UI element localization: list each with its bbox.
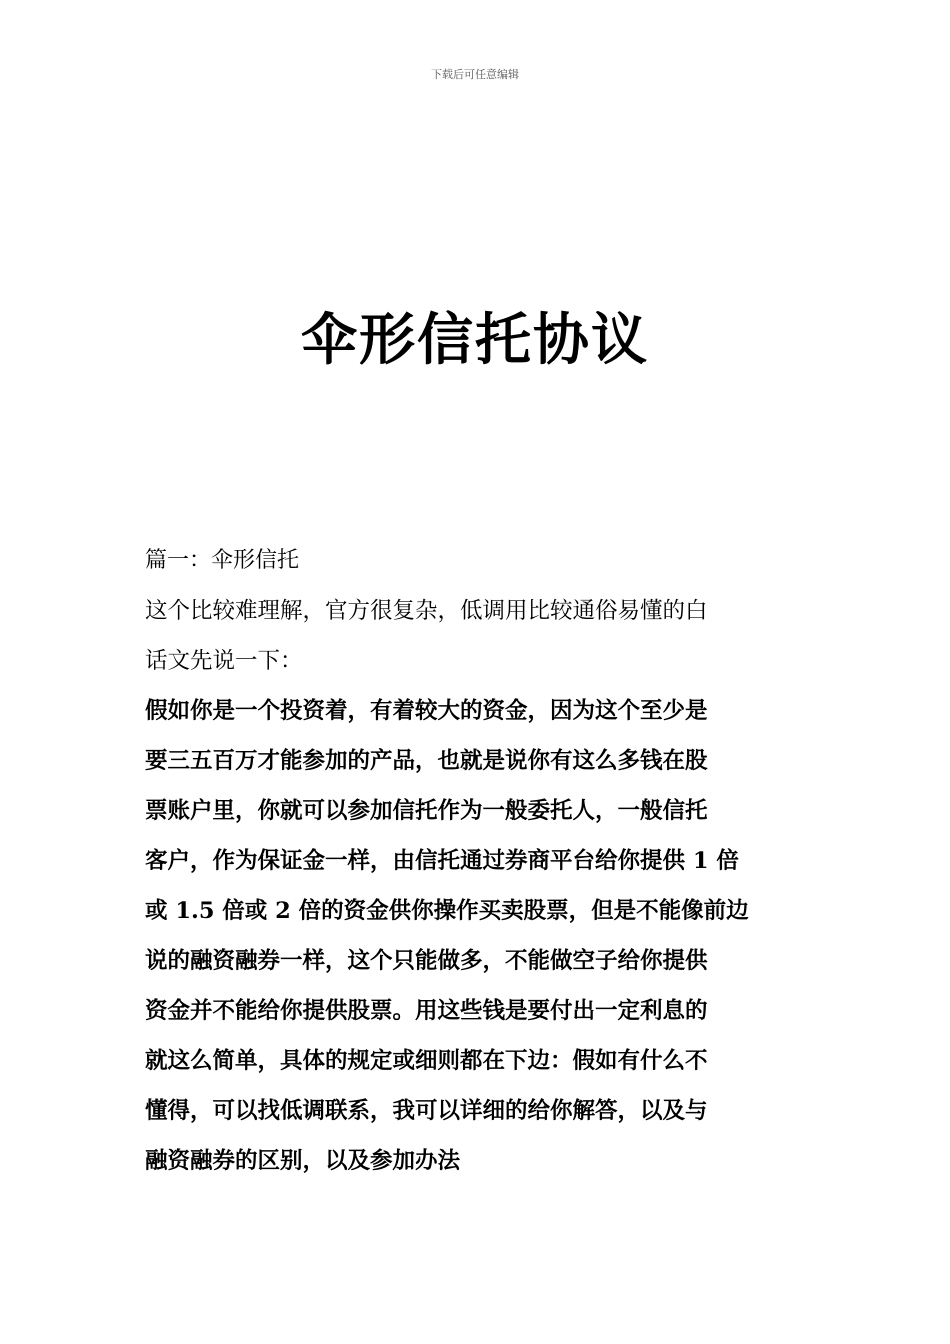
section-title: 篇一：伞形信托 xyxy=(145,548,300,573)
paragraph-line: 就这么简单，具体的规定或细则都在下边：假如有什么不 xyxy=(145,1048,708,1074)
document-body xyxy=(145,536,805,1186)
paragraph-line: 话文先说一下： xyxy=(145,648,303,674)
paragraph-line: 客户，作为保证金一样，由信托通过券商平台给你提供 1 倍 xyxy=(145,848,739,874)
paragraph-line: 融资融券的区别，以及参加办法 xyxy=(145,1148,461,1174)
document-title: 伞形信托协议 xyxy=(301,307,649,373)
paragraph-line: 或 1.5 倍或 2 倍的资金供你操作买卖股票，但是不能像前边 xyxy=(145,898,749,924)
paragraph-line: 懂得，可以找低调联系，我可以详细的给你解答，以及与 xyxy=(145,1098,708,1124)
header-note: 下载后可任意编辑 xyxy=(431,68,519,81)
paragraph-line: 假如你是一个投资着，有着较大的资金，因为这个至少是 xyxy=(145,698,708,724)
paragraph-line: 资金并不能给你提供股票。用这些钱是要付出一定利息的 xyxy=(145,998,708,1024)
paragraph-line: 这个比较难理解，官方很复杂，低调用比较通俗易懂的白 xyxy=(145,598,708,624)
paragraph-line: 要三五百万才能参加的产品，也就是说你有这么多钱在股 xyxy=(145,748,708,774)
paragraph-line: 票账户里，你就可以参加信托作为一般委托人，一般信托 xyxy=(145,798,708,824)
paragraph-line: 说的融资融券一样，这个只能做多，不能做空子给你提供 xyxy=(145,948,708,974)
